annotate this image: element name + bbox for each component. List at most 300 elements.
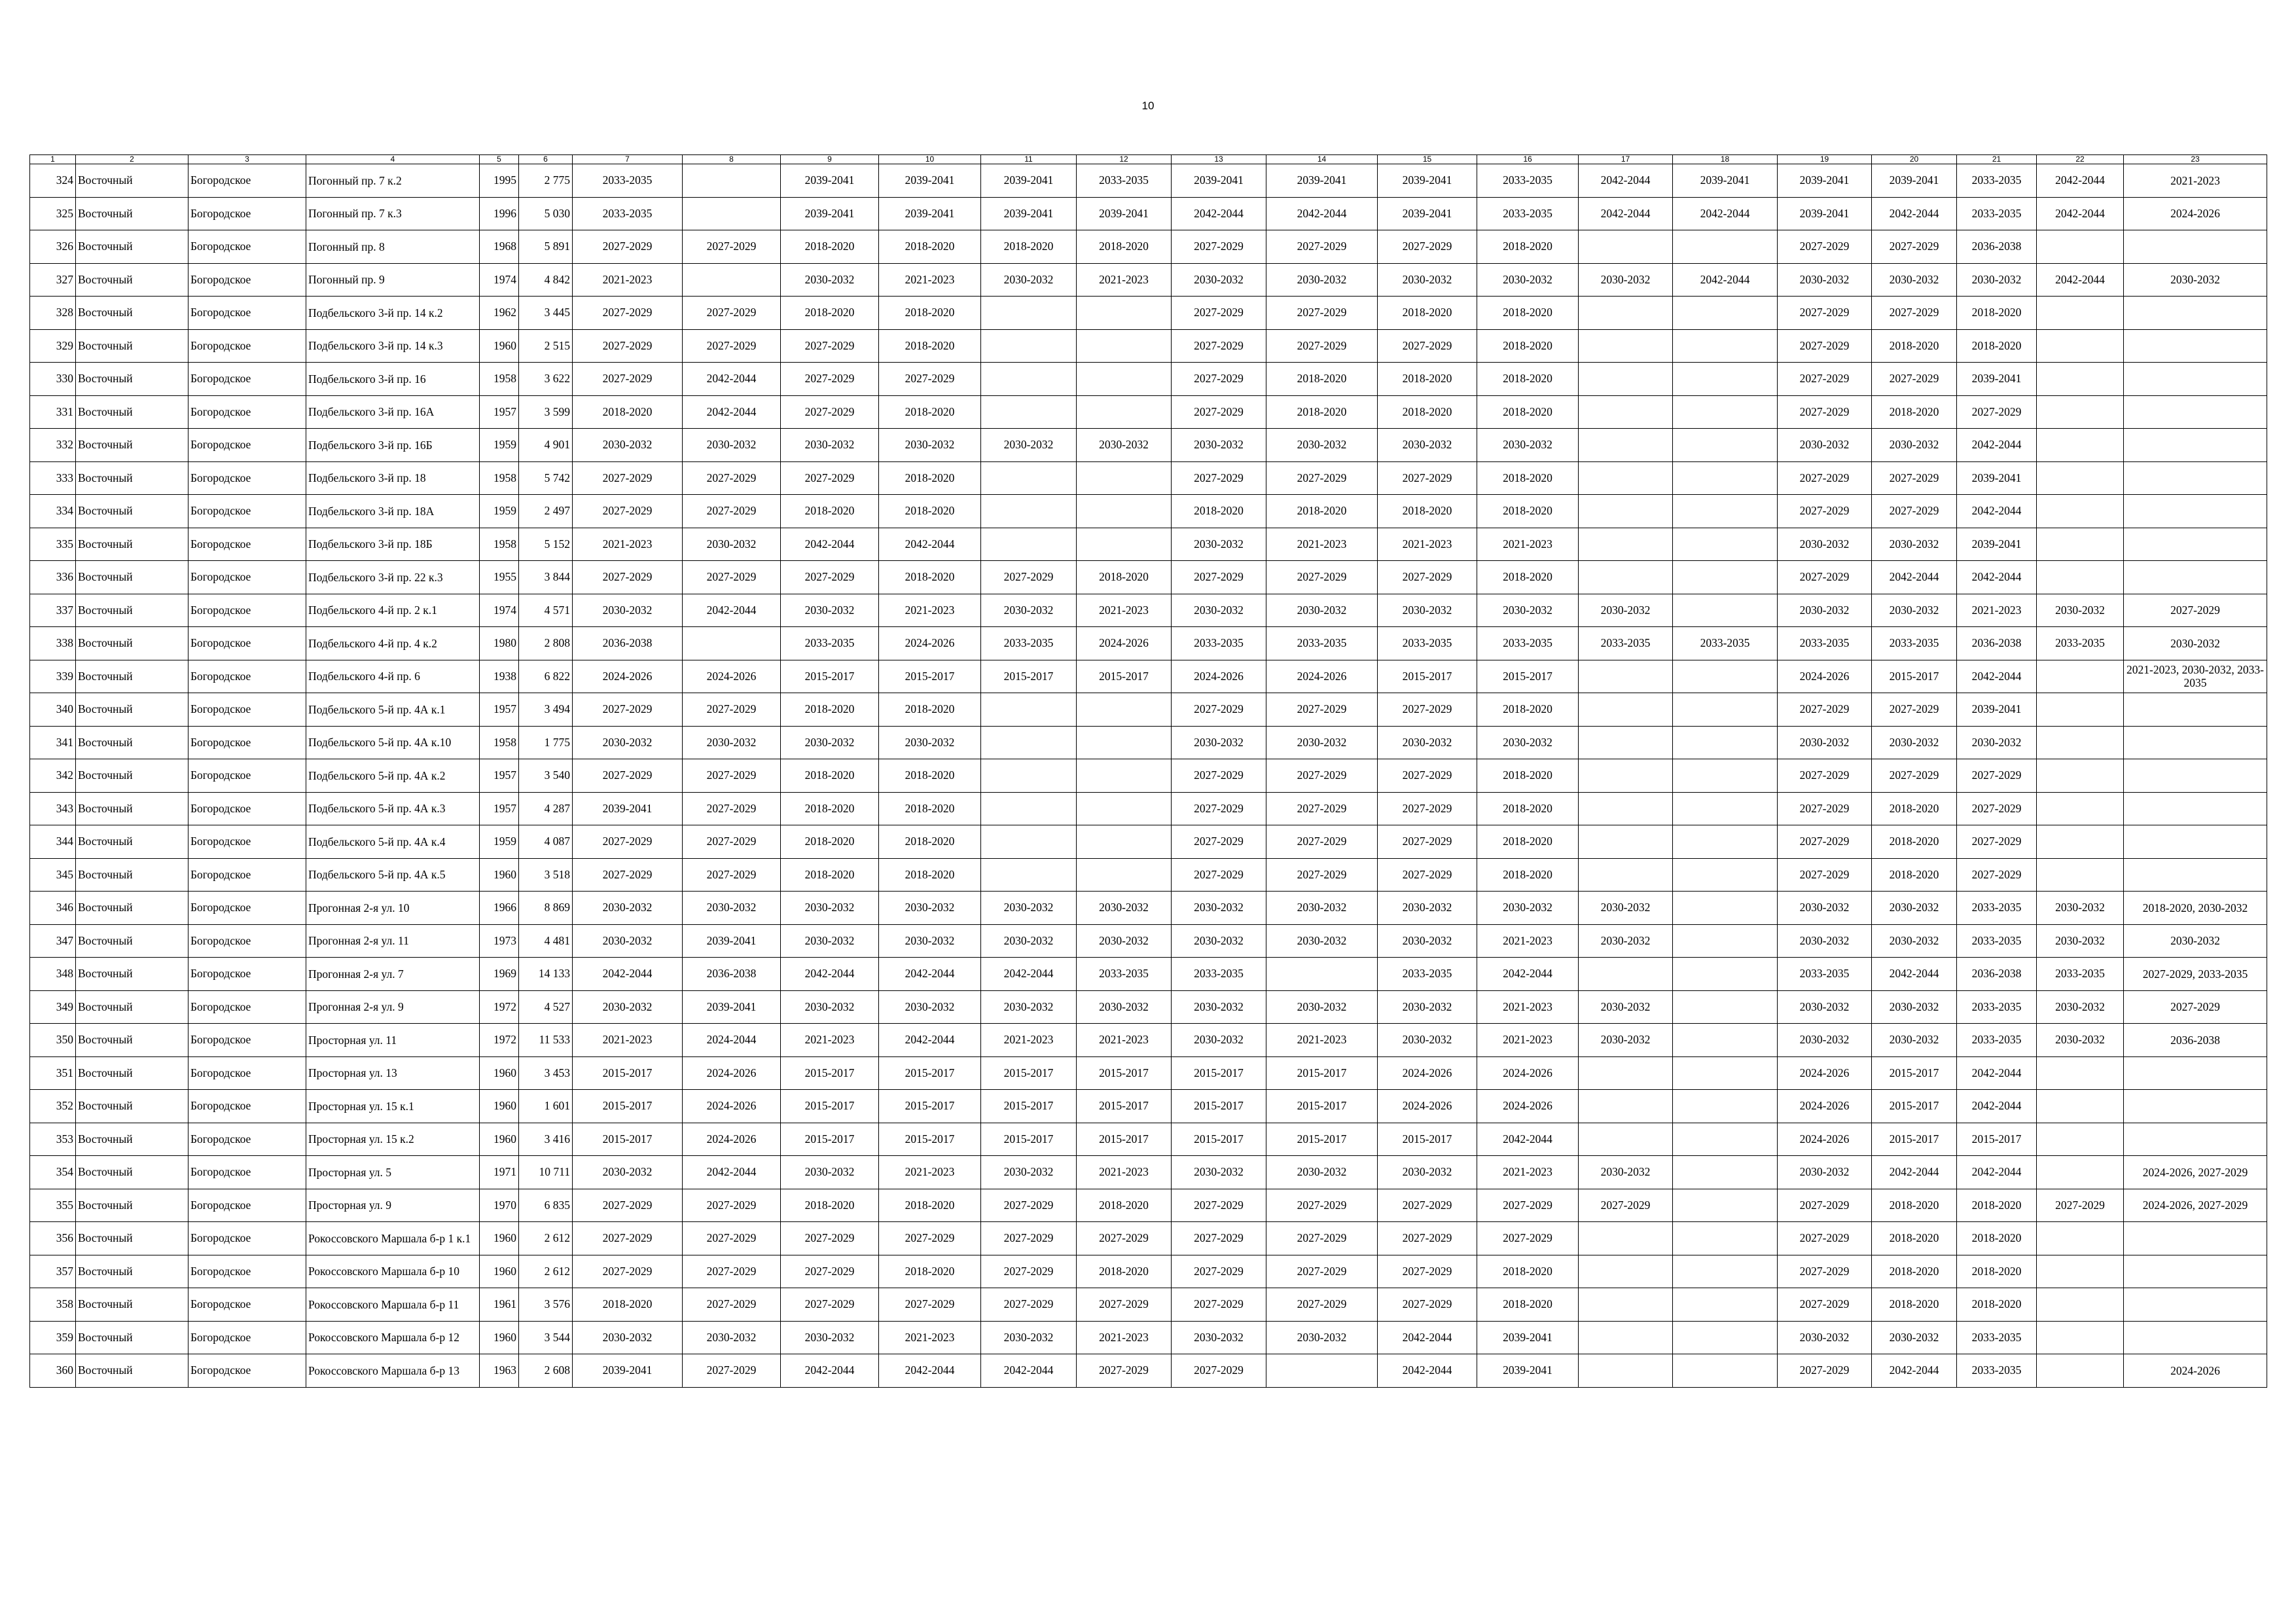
table-cell <box>2037 1288 2124 1322</box>
table-cell: 1969 <box>480 958 519 991</box>
table-cell: 2015-2017 <box>781 1123 879 1156</box>
table-cell: 350 <box>30 1024 76 1057</box>
table-cell: 2027-2029 <box>1378 759 1477 793</box>
table-cell: Богородское <box>188 792 306 825</box>
table-cell: 2030-2032 <box>879 726 981 759</box>
table-cell: Подбельского 5-й пр. 4А к.1 <box>306 693 480 727</box>
table-cell <box>2037 329 2124 363</box>
table-cell: 2027-2029 <box>1378 561 1477 594</box>
table-row <box>30 329 2267 363</box>
table-cell <box>981 825 1077 859</box>
table-cell: Богородское <box>188 1288 306 1322</box>
table-cell <box>981 461 1077 495</box>
table-cell: 1962 <box>480 297 519 330</box>
table-cell: 2018-2020 <box>1077 230 1172 264</box>
table-cell: 2039-2041 <box>1957 693 2037 727</box>
table-cell: 2027-2029 <box>1579 1189 1673 1222</box>
table-cell <box>981 858 1077 892</box>
table-cell: 2027-2029 <box>683 1222 781 1255</box>
table-cell: 2030-2032 <box>1077 892 1172 925</box>
table-cell: 3 844 <box>519 561 573 594</box>
table-cell: 2027-2029 <box>1266 825 1378 859</box>
table-cell: Погонный пр. 7 к.2 <box>306 164 480 198</box>
table-cell: 2024-2026 <box>1778 660 1872 693</box>
table-cell <box>2124 1222 2267 1255</box>
table-cell: 4 842 <box>519 263 573 297</box>
table-cell: 2018-2020 <box>1477 1288 1579 1322</box>
table-cell: Подбельского 5-й пр. 4А к.5 <box>306 858 480 892</box>
table-cell: 2033-2035 <box>1673 627 1778 660</box>
table-cell: 2030-2032 <box>1378 594 1477 627</box>
table-cell: 2030-2032 <box>1172 1156 1266 1189</box>
table-cell: Погонный пр. 7 к.3 <box>306 197 480 230</box>
table-cell: Восточный <box>76 726 188 759</box>
table-cell: 2021-2023 <box>1266 528 1378 561</box>
table-cell: 2024-2026, 2027-2029 <box>2124 1156 2267 1189</box>
table-cell <box>2124 792 2267 825</box>
table-cell: 2030-2032 <box>781 429 879 462</box>
table-cell <box>2037 1222 2124 1255</box>
table-cell: 2030-2032 <box>1579 1156 1673 1189</box>
table-cell: 2042-2044 <box>573 958 683 991</box>
table-cell: 2027-2029 <box>1872 230 1957 264</box>
table-cell: Погонный пр. 8 <box>306 230 480 264</box>
table-cell <box>1077 825 1172 859</box>
table-cell: 2042-2044 <box>1477 958 1579 991</box>
table-cell <box>1579 363 1673 396</box>
table-cell: 2027-2029 <box>1378 1288 1477 1322</box>
table-cell <box>2037 759 2124 793</box>
table-cell: 2015-2017 <box>1077 1123 1172 1156</box>
table-cell: 2021-2023 <box>1477 924 1579 958</box>
table-cell <box>2124 561 2267 594</box>
table-cell: 2030-2032 <box>1172 924 1266 958</box>
table-cell: 2027-2029 <box>1778 495 1872 528</box>
table-cell <box>1673 561 1778 594</box>
table-cell: 2018-2020 <box>1477 858 1579 892</box>
table-cell: 2042-2044 <box>1957 429 2037 462</box>
table-cell: 2018-2020 <box>1872 1222 1957 1255</box>
table-cell: 2030-2032 <box>1778 1156 1872 1189</box>
table-cell: Богородское <box>188 1255 306 1288</box>
table-cell: 4 287 <box>519 792 573 825</box>
table-cell: Подбельского 4-й пр. 6 <box>306 660 480 693</box>
table-cell: 2036-2038 <box>573 627 683 660</box>
table-cell: 2030-2032 <box>573 726 683 759</box>
table-cell: 2 612 <box>519 1222 573 1255</box>
table-cell: 2024-2026 <box>683 1123 781 1156</box>
column-number: 3 <box>188 155 306 164</box>
table-cell <box>1673 1024 1778 1057</box>
table-cell: 2042-2044 <box>781 1354 879 1388</box>
table-cell: Прогонная 2-я ул. 9 <box>306 990 480 1024</box>
table-cell: 2027-2029 <box>981 1222 1077 1255</box>
table-cell <box>981 395 1077 429</box>
table-cell: 2030-2032 <box>1778 1024 1872 1057</box>
table-cell: 1960 <box>480 1123 519 1156</box>
table-cell: 2039-2041 <box>1778 197 1872 230</box>
table-cell: 2015-2017 <box>1266 1123 1378 1156</box>
table-cell: 2042-2044 <box>1872 1156 1957 1189</box>
table-cell <box>2037 363 2124 396</box>
table-cell: 2030-2032 <box>1579 594 1673 627</box>
table-cell <box>981 495 1077 528</box>
table-cell: 1963 <box>480 1354 519 1388</box>
table-cell: 2027-2029 <box>1172 1255 1266 1288</box>
table-cell: 2021-2023 <box>1266 1024 1378 1057</box>
table-cell: 2030-2032 <box>2037 1024 2124 1057</box>
table-cell: 2039-2041 <box>1778 164 1872 198</box>
column-number: 9 <box>781 155 879 164</box>
table-cell: 2024-2026 <box>1778 1090 1872 1123</box>
table-row <box>30 892 2267 925</box>
table-cell: 2027-2029 <box>1957 792 2037 825</box>
table-cell: 2030-2032 <box>1957 726 2037 759</box>
table-cell: Восточный <box>76 1123 188 1156</box>
table-cell: 2030-2032 <box>1266 429 1378 462</box>
table-cell: 2018-2020 <box>1957 1222 2037 1255</box>
table-cell <box>2124 726 2267 759</box>
table-cell: 2039-2041 <box>1957 363 2037 396</box>
column-number-row <box>30 155 2267 164</box>
table-cell: 2039-2041 <box>981 197 1077 230</box>
table-row <box>30 197 2267 230</box>
table-cell: 2015-2017 <box>981 1123 1077 1156</box>
table-cell: 3 518 <box>519 858 573 892</box>
table-cell: 2027-2029 <box>1778 759 1872 793</box>
table-cell: 2027-2029 <box>1378 1189 1477 1222</box>
table-cell: 2027-2029 <box>2124 594 2267 627</box>
table-cell <box>2037 726 2124 759</box>
table-cell: 2039-2041 <box>879 164 981 198</box>
table-cell: 4 571 <box>519 594 573 627</box>
table-cell: 2033-2035 <box>1957 1354 2037 1388</box>
table-cell: 2033-2035 <box>1778 627 1872 660</box>
table-cell: 2018-2020 <box>1378 297 1477 330</box>
table-cell: 2039-2041 <box>683 924 781 958</box>
table-cell <box>981 792 1077 825</box>
table-cell: 2033-2035 <box>1378 627 1477 660</box>
table-cell: 2030-2032 <box>573 1156 683 1189</box>
table-row <box>30 461 2267 495</box>
table-cell: 2030-2032 <box>573 1321 683 1354</box>
table-cell: 2018-2020 <box>1477 297 1579 330</box>
table-cell: 2027-2029 <box>573 329 683 363</box>
table-cell: 2021-2023 <box>879 1321 981 1354</box>
table-cell: 2027-2029 <box>573 693 683 727</box>
table-cell: 3 622 <box>519 363 573 396</box>
table-cell <box>1673 461 1778 495</box>
table-cell: 2042-2044 <box>1378 1321 1477 1354</box>
table-cell: 2033-2035 <box>1172 627 1266 660</box>
table-row <box>30 693 2267 727</box>
table-cell: Восточный <box>76 263 188 297</box>
table-cell: 330 <box>30 363 76 396</box>
table-cell: 2033-2035 <box>1477 627 1579 660</box>
table-cell: 2039-2041 <box>879 197 981 230</box>
table-cell: 326 <box>30 230 76 264</box>
table-cell: Богородское <box>188 693 306 727</box>
table-cell <box>1266 1354 1378 1388</box>
table-cell: 2015-2017 <box>573 1123 683 1156</box>
table-cell: 2018-2020 <box>1872 329 1957 363</box>
table-cell: 342 <box>30 759 76 793</box>
table-cell <box>1579 1321 1673 1354</box>
table-cell: 2042-2044 <box>879 958 981 991</box>
table-cell: 2018-2020 <box>879 1189 981 1222</box>
table-cell: 2015-2017 <box>1077 660 1172 693</box>
table-cell: 2024-2026 <box>1778 1123 1872 1156</box>
table-cell: 338 <box>30 627 76 660</box>
table-cell: 2024-2026 <box>1077 627 1172 660</box>
table-cell: 2030-2032 <box>1579 892 1673 925</box>
table-cell: 2027-2029 <box>1378 825 1477 859</box>
table-cell <box>2124 1056 2267 1090</box>
table-cell: 2027-2029 <box>1172 363 1266 396</box>
table-row <box>30 1123 2267 1156</box>
table-cell: 2033-2035 <box>1477 164 1579 198</box>
table-cell: 2018-2020 <box>1378 363 1477 396</box>
table-cell: 2030-2032 <box>1872 1024 1957 1057</box>
table-cell: 2027-2029 <box>573 825 683 859</box>
table-cell: 2030-2032 <box>683 429 781 462</box>
table-cell: Подбельского 5-й пр. 4А к.10 <box>306 726 480 759</box>
table-cell: 2030-2032 <box>1266 892 1378 925</box>
table-cell: 2030-2032 <box>1378 726 1477 759</box>
table-cell: 2018-2020 <box>781 825 879 859</box>
table-cell: 2018-2020 <box>781 693 879 727</box>
table-cell: 2027-2029 <box>1872 461 1957 495</box>
table-cell <box>1077 858 1172 892</box>
table-cell: 2021-2023 <box>2124 164 2267 198</box>
table-cell: 2018-2020 <box>879 561 981 594</box>
table-cell <box>2124 495 2267 528</box>
table-cell: 2030-2032 <box>1172 429 1266 462</box>
table-cell: 2024-2026 <box>2124 197 2267 230</box>
table-row <box>30 1090 2267 1123</box>
table-cell: 2030-2032 <box>1778 528 1872 561</box>
table-cell: 2027-2029 <box>981 1288 1077 1322</box>
table-cell: 4 901 <box>519 429 573 462</box>
table-cell: 2024-2026 <box>1477 1056 1579 1090</box>
table-cell <box>2124 297 2267 330</box>
table-cell: Восточный <box>76 792 188 825</box>
table-cell: 2042-2044 <box>1579 164 1673 198</box>
table-cell <box>1673 1090 1778 1123</box>
table-cell <box>2124 858 2267 892</box>
table-cell: 2027-2029 <box>683 1189 781 1222</box>
table-cell: 2030-2032 <box>1077 924 1172 958</box>
table-cell <box>2037 792 2124 825</box>
table-cell: 1971 <box>480 1156 519 1189</box>
table-cell: 2027-2029 <box>1172 297 1266 330</box>
table-cell <box>1673 660 1778 693</box>
table-cell: 1958 <box>480 726 519 759</box>
table-cell <box>1077 792 1172 825</box>
table-cell: 3 494 <box>519 693 573 727</box>
table-cell: 2021-2023 <box>781 1024 879 1057</box>
table-cell: 1958 <box>480 363 519 396</box>
table-cell: Подбельского 3-й пр. 14 к.3 <box>306 329 480 363</box>
table-row <box>30 1255 2267 1288</box>
table-cell: 2030-2032 <box>1872 263 1957 297</box>
table-cell: 3 576 <box>519 1288 573 1322</box>
table-cell: 2030-2032 <box>2037 924 2124 958</box>
table-cell <box>2037 1321 2124 1354</box>
table-cell: 2027-2029 <box>1778 561 1872 594</box>
table-cell: 2030-2032 <box>1172 892 1266 925</box>
table-cell: 2030-2032 <box>981 990 1077 1024</box>
table-cell <box>1579 1354 1673 1388</box>
table-cell: Подбельского 3-й пр. 18А <box>306 495 480 528</box>
table-cell: Подбельского 3-й пр. 16Б <box>306 429 480 462</box>
table-cell: Восточный <box>76 1056 188 1090</box>
table-row <box>30 958 2267 991</box>
table-cell: 2018-2020 <box>1378 395 1477 429</box>
table-cell: 2024-2026 <box>1266 660 1378 693</box>
table-cell <box>1579 958 1673 991</box>
table-cell <box>1579 858 1673 892</box>
table-cell: 2042-2044 <box>1172 197 1266 230</box>
table-cell: 2030-2032 <box>981 1156 1077 1189</box>
table-cell: 2024-2026 <box>573 660 683 693</box>
table-cell: 2015-2017 <box>573 1056 683 1090</box>
table-cell: Подбельского 3-й пр. 18 <box>306 461 480 495</box>
table-cell: 2033-2035 <box>1957 892 2037 925</box>
table-cell: 2024-2026 <box>879 627 981 660</box>
table-cell <box>981 693 1077 727</box>
table-cell: 1957 <box>480 759 519 793</box>
table-cell: 2042-2044 <box>1266 197 1378 230</box>
table-cell: 2027-2029 <box>1266 461 1378 495</box>
table-cell <box>2124 1288 2267 1322</box>
table-cell: Подбельского 5-й пр. 4А к.2 <box>306 759 480 793</box>
table-row <box>30 528 2267 561</box>
table-cell: 2018-2020 <box>781 495 879 528</box>
table-cell: 2030-2032 <box>1872 924 1957 958</box>
table-cell: 2030-2032 <box>781 263 879 297</box>
table-cell: 2033-2035 <box>1957 1321 2037 1354</box>
table-cell: Просторная ул. 15 к.2 <box>306 1123 480 1156</box>
table-cell: 2027-2029 <box>1077 1222 1172 1255</box>
table-cell: 2033-2035 <box>573 197 683 230</box>
table-cell: 1959 <box>480 495 519 528</box>
table-cell: 2015-2017 <box>573 1090 683 1123</box>
table-cell: 2027-2029 <box>683 825 781 859</box>
table-cell: 2018-2020 <box>1266 363 1378 396</box>
table-cell: 2030-2032 <box>1872 1321 1957 1354</box>
table-cell <box>2037 693 2124 727</box>
table-cell: 2027-2029 <box>1172 1288 1266 1322</box>
table-cell: 2018-2020 <box>981 230 1077 264</box>
table-cell: 2027-2029 <box>573 297 683 330</box>
column-number: 1 <box>30 155 76 164</box>
table-cell: Восточный <box>76 528 188 561</box>
table-cell <box>2124 1090 2267 1123</box>
table-cell: 2030-2032 <box>2037 990 2124 1024</box>
table-cell: Восточный <box>76 461 188 495</box>
table-cell <box>1077 461 1172 495</box>
table-cell: 2027-2029 <box>683 693 781 727</box>
table-cell: 2027-2029 <box>683 297 781 330</box>
table-cell: 2030-2032 <box>573 990 683 1024</box>
table-cell: 2033-2035 <box>1957 197 2037 230</box>
table-cell: Богородское <box>188 627 306 660</box>
table-cell: 2027-2029 <box>1378 693 1477 727</box>
table-cell <box>2037 561 2124 594</box>
table-cell: 2027-2029 <box>573 759 683 793</box>
table-cell: 2030-2032 <box>1778 892 1872 925</box>
table-cell: 2033-2035 <box>1957 924 2037 958</box>
table-cell: 2018-2020 <box>1477 1255 1579 1288</box>
table-cell: 2 775 <box>519 164 573 198</box>
table-cell: 2015-2017 <box>781 660 879 693</box>
table-row <box>30 1321 2267 1354</box>
table-cell: 1970 <box>480 1189 519 1222</box>
table-cell: 2030-2032 <box>1172 990 1266 1024</box>
table-cell <box>2037 1090 2124 1123</box>
table-cell: 2015-2017 <box>981 1056 1077 1090</box>
table-cell: Восточный <box>76 395 188 429</box>
table-cell <box>2037 1056 2124 1090</box>
table-cell: Подбельского 4-й пр. 2 к.1 <box>306 594 480 627</box>
table-cell: 345 <box>30 858 76 892</box>
table-cell: 2018-2020 <box>1477 461 1579 495</box>
table-cell: 2027-2029 <box>1266 858 1378 892</box>
table-cell: 337 <box>30 594 76 627</box>
table-cell: 2021-2023 <box>1077 263 1172 297</box>
table-cell: 2030-2032 <box>1172 528 1266 561</box>
table-cell <box>1077 693 1172 727</box>
table-cell: 2027-2029 <box>1077 1288 1172 1322</box>
table-cell: 2033-2035 <box>2037 958 2124 991</box>
table-cell: 2027-2029 <box>1172 825 1266 859</box>
table-cell: 2018-2020 <box>1477 792 1579 825</box>
table-cell <box>1579 561 1673 594</box>
table-cell <box>1673 495 1778 528</box>
table-cell <box>1673 693 1778 727</box>
table-cell: 2027-2029 <box>683 230 781 264</box>
table-cell: 340 <box>30 693 76 727</box>
table-cell: 2030-2032 <box>1266 990 1378 1024</box>
table-cell: 2042-2044 <box>1872 958 1957 991</box>
table-cell: 1980 <box>480 627 519 660</box>
table-cell: 2042-2044 <box>683 594 781 627</box>
table-cell: 2021-2023 <box>879 594 981 627</box>
table-cell: 2030-2032 <box>879 924 981 958</box>
table-cell: 2018-2020 <box>1477 329 1579 363</box>
table-cell: 2015-2017 <box>1477 660 1579 693</box>
table-cell: 2030-2032 <box>1172 726 1266 759</box>
table-cell: 2027-2029 <box>573 561 683 594</box>
table-cell: 2030-2032 <box>879 990 981 1024</box>
table-cell: 1957 <box>480 792 519 825</box>
table-cell: 2030-2032 <box>1378 892 1477 925</box>
table-cell: Прогонная 2-я ул. 11 <box>306 924 480 958</box>
table-cell <box>683 263 781 297</box>
table-cell: 2027-2029 <box>781 395 879 429</box>
table-cell: 2039-2041 <box>1477 1321 1579 1354</box>
table-cell: 2027-2029 <box>1778 1288 1872 1322</box>
table-cell <box>1579 1222 1673 1255</box>
table-cell <box>1579 461 1673 495</box>
table-cell: 2030-2032 <box>1477 594 1579 627</box>
table-cell: 2027-2029 <box>573 1222 683 1255</box>
table-cell: Восточный <box>76 892 188 925</box>
table-cell: 2033-2035 <box>573 164 683 198</box>
table-cell: 2018-2020 <box>1266 495 1378 528</box>
table-cell: Богородское <box>188 197 306 230</box>
